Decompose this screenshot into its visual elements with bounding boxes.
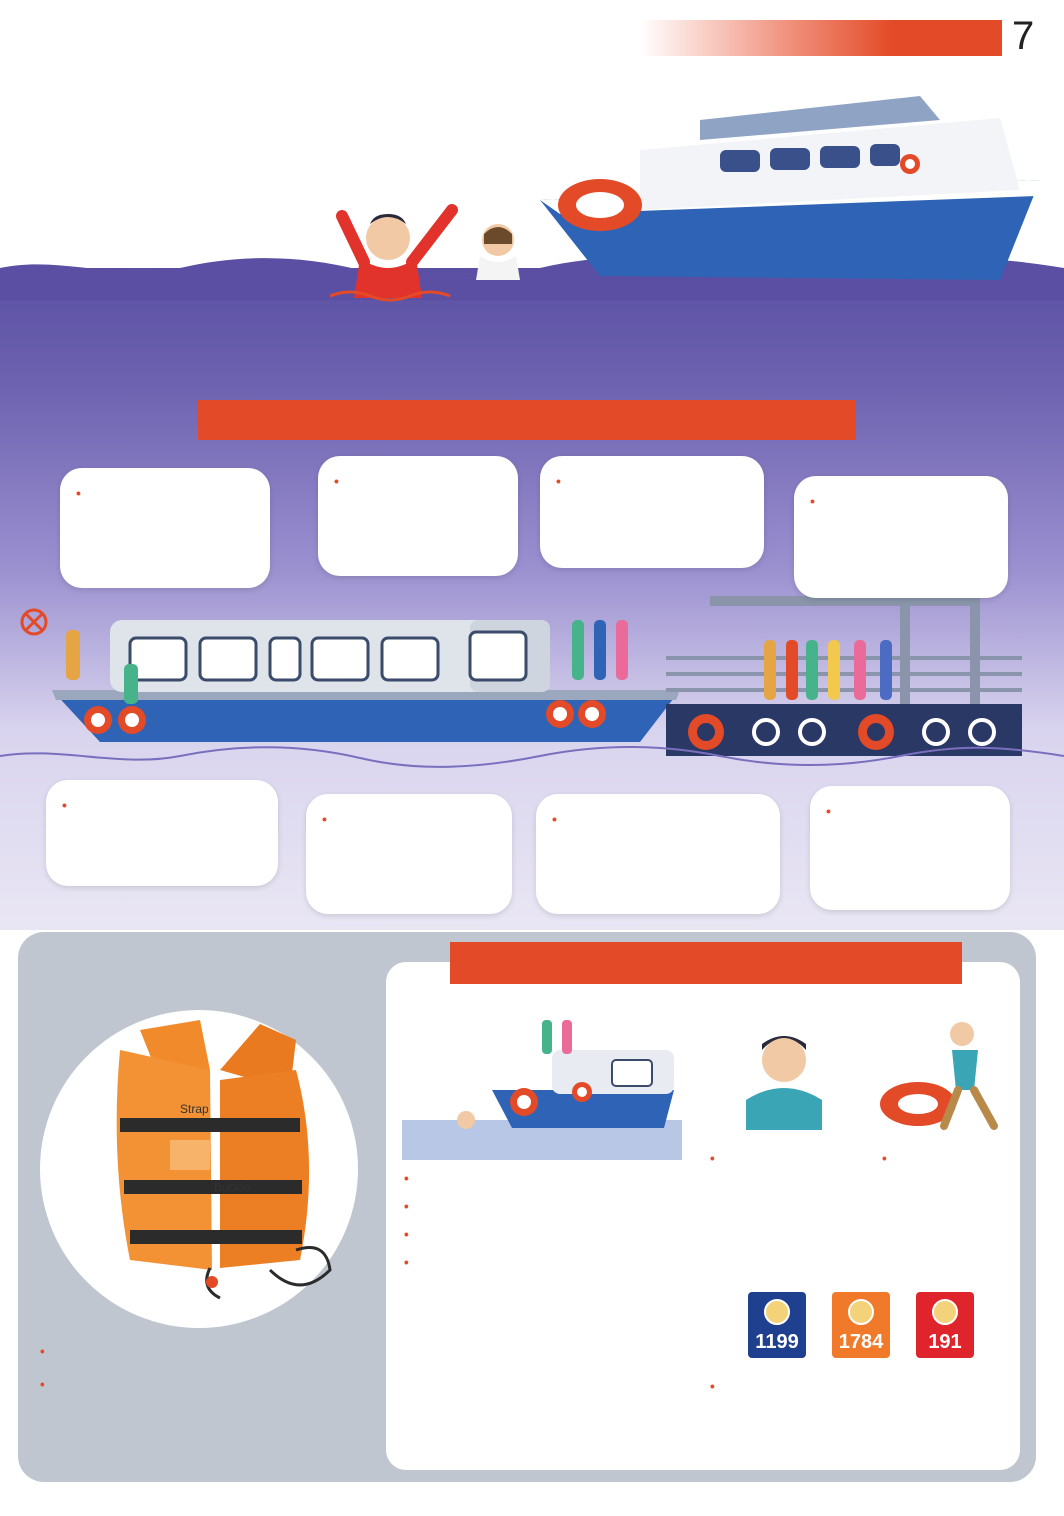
tip-card: •	[46, 780, 278, 886]
lifejacket-tips	[40, 1340, 370, 1396]
tip-card: •	[794, 476, 1008, 598]
hotline-badge	[748, 1292, 806, 1358]
tip-card: •	[60, 468, 270, 588]
hotline-badge	[916, 1292, 974, 1358]
buckle-label: Buckle	[214, 1180, 251, 1194]
lifejacket-tip: •	[40, 1377, 45, 1392]
emblem-icon	[848, 1299, 874, 1325]
hotline-badge	[832, 1292, 890, 1358]
prohibited-icon	[22, 610, 46, 634]
strap-label: Strap	[180, 1102, 209, 1116]
pier-illustration	[666, 596, 1022, 756]
lifejacket-tip: •	[40, 1344, 45, 1359]
report-tip: •	[710, 1379, 715, 1394]
passenger-boat-illustration	[52, 620, 680, 742]
section2-ribbon	[450, 942, 962, 984]
hotline-number: 1784	[838, 1331, 884, 1353]
emblem-icon	[764, 1299, 790, 1325]
lifebuoy-illustration	[558, 179, 642, 231]
victim-tip: •	[404, 1227, 409, 1242]
tip-card: •	[810, 786, 1010, 910]
page-number: 7	[1012, 14, 1035, 58]
tip-card: •	[536, 794, 780, 914]
victim-tip: •	[404, 1171, 409, 1186]
victim-boat-illustration	[402, 1010, 682, 1160]
witness-tip-right: •	[882, 1151, 887, 1166]
witness-illustration	[726, 1020, 1016, 1140]
victim-tip: •	[404, 1199, 409, 1214]
section1-ribbon	[198, 400, 856, 440]
hotline-number: 191	[928, 1331, 962, 1353]
victim-tip: •	[404, 1255, 409, 1270]
emblem-icon	[932, 1299, 958, 1325]
tip-card: •	[540, 456, 764, 568]
tip-card: •	[318, 456, 518, 576]
tip-card: •	[306, 794, 512, 914]
witness-tip-left: •	[710, 1151, 715, 1166]
hotline-number: 1199	[755, 1331, 799, 1353]
lifejacket-illustration	[100, 1010, 340, 1310]
victim-tips	[404, 1166, 680, 1274]
